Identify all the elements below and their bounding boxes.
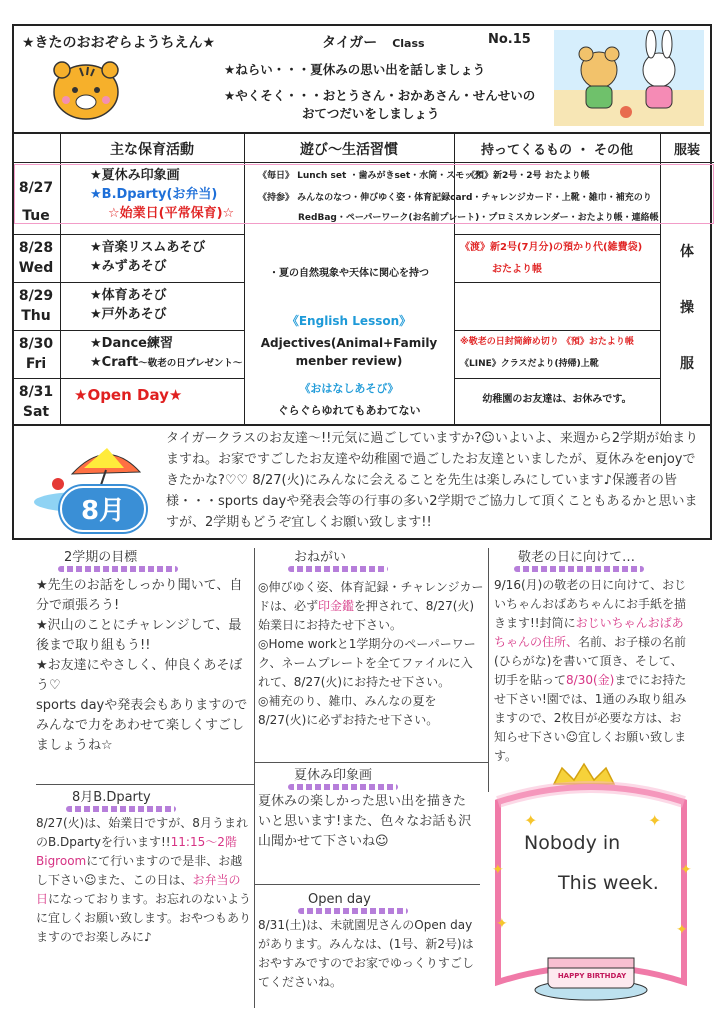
row-divider <box>14 162 714 163</box>
divider <box>254 548 255 1008</box>
goals-section <box>36 548 252 780</box>
bdparty-highlight: お弁当の日 <box>36 873 241 906</box>
activity-item: ★Dance練習 <box>90 336 173 351</box>
bring-row4-line2: 《LINE》クラスだより(持帰)上靴 <box>460 359 599 369</box>
bring-row4-line1 <box>460 334 634 347</box>
respect-highlight: おじいちゃんおばあちゃんの住所、 <box>494 616 684 649</box>
day-activities <box>90 286 167 324</box>
goals-title: 2学期の目標 <box>64 550 138 565</box>
day-date <box>14 238 58 278</box>
weekly-schedule-table <box>12 132 712 426</box>
greeting-text: タイガークラスのお友達～!!元気に過ごしていますか?☺いよいよ、来週から2学期が始まりますね。お家ですごしたお友達や幼稚園で過ごしたお友達といましたが、夏休みをenjoyできたかな?♡♡ 8/27(火)にみんなに会えることを先生は楽しみにしています♪保護者の皆様・・・sports dayや発表会等の行事の多い2学期でご協力して頂くこともあるかと思いますが、2学期もどうぞ宜しくお願い致します!! <box>166 431 699 530</box>
day-activities <box>90 334 242 373</box>
respect-day-body <box>494 576 692 766</box>
day-activities <box>90 238 205 276</box>
promise-line2: おてつだいをしましょう <box>302 106 440 121</box>
respect-highlight-date: 8/30(金) <box>566 673 615 687</box>
clothes-char: 服 <box>680 356 694 372</box>
svg-text:✦: ✦ <box>648 811 662 830</box>
date-text: 8/28 <box>18 240 54 256</box>
svg-text:✦: ✦ <box>496 916 508 932</box>
request-text: を押されて、8/27(火)始業日にお持たせ下さい。 <box>258 599 475 632</box>
activity-item: ★みずあそび <box>90 259 167 274</box>
story-title: 《おはなしあそび》 <box>299 382 399 395</box>
bring-row1: 《預》新2号・2号 おたより帳 <box>466 171 590 181</box>
title-underline <box>298 908 408 914</box>
header <box>12 24 712 132</box>
class-word: Class <box>392 37 425 50</box>
day-date <box>14 382 58 422</box>
class-name-text: タイガー <box>322 35 378 51</box>
bring-row2-line2: おたより帳 <box>492 264 542 275</box>
day-date <box>14 178 58 226</box>
birthday-card <box>484 762 698 1014</box>
activity-item: ～敬老の日プレゼント～ <box>138 358 243 369</box>
respect-day-section <box>494 548 694 788</box>
title-underline <box>288 566 388 572</box>
date-text: 8/29 <box>18 288 54 304</box>
row-divider <box>454 330 660 331</box>
day-activities <box>90 166 234 223</box>
clothes-char: 操 <box>680 300 694 316</box>
dow-text: Tue <box>22 208 50 224</box>
requests-body <box>258 578 484 730</box>
date-text: 8/27 <box>18 180 54 196</box>
activity-item: ★音楽リスムあそび <box>90 240 206 255</box>
bdparty-highlight: 11:15～2階Bigroom <box>36 835 237 868</box>
summer-art-section <box>258 766 480 882</box>
goal-item: ★お友達にやさしく、仲良くあそぼう♡ <box>36 658 243 693</box>
activity-item: ★Open Day★ <box>74 386 183 404</box>
request-item: ◎補充のり、雑巾、みんなの夏を8/27(火)に必ずお持たせ下さい。 <box>258 694 439 727</box>
issue-number: No.15 <box>488 32 531 47</box>
story-value: ぐらぐらゆれてもあわてない <box>277 404 421 417</box>
date-text: 8/30 <box>18 336 54 352</box>
open-day-body: 8/31(土)は、未就園児さんのOpen dayがあります。みんなは、(1号、新2号)はおやすみですのでお家でゆっくりすごしてくださいね。 <box>258 918 474 989</box>
row-divider <box>14 330 244 331</box>
summer-art-body: 夏休みの楽しかった思い出を描きたいと思います!また、色々なお話も沢山聞かせて下さいね☺ <box>258 794 472 849</box>
goals-body <box>36 576 250 756</box>
english-line2: menber review) <box>295 354 403 368</box>
header-clothes: 服装 <box>673 143 700 158</box>
divider <box>254 762 488 763</box>
svg-text:✦: ✦ <box>524 811 538 830</box>
title-underline <box>514 566 644 572</box>
play-nature: ・夏の自然現象や天体に関心を持つ <box>269 268 429 279</box>
english-title: 《English Lesson》 <box>286 314 412 328</box>
requests-title: おねがい <box>294 550 347 565</box>
school-name: ★きたのおおぞらようちえん★ <box>22 35 216 51</box>
day-activities <box>74 386 182 405</box>
title-underline <box>288 784 398 790</box>
daily-items: 《毎日》 Lunch set ・歯みがきset・水筒・スモック <box>258 171 482 181</box>
birthday-line2: This week. <box>558 872 659 894</box>
request-highlight: 印金鑑 <box>318 599 355 613</box>
english-line1: Adjectives(Animal+Family <box>260 336 438 350</box>
title-underline <box>66 806 176 812</box>
bdparty-text: になっております。お忘れのないように宜しくお願い致します。おやつもありますのでお楽しみに♪ <box>36 892 252 944</box>
respect-text: 9/16(月)の敬老の日に向けて、おじいちゃんおばあちゃんにお手紙を描きます!!封筒に <box>494 578 687 630</box>
row-divider <box>14 378 244 379</box>
request-item <box>258 578 484 635</box>
bdparty-title: 8月B.Dparty <box>72 790 151 805</box>
dow-text: Sat <box>22 404 50 420</box>
aim-text: ★ねらい・・・夏休みの思い出を話しましょう <box>224 62 486 77</box>
birthday-line1: Nobody in <box>524 832 621 854</box>
activity-item: ★戸外あそび <box>90 307 167 322</box>
row-divider <box>14 234 244 235</box>
activity-item: ☆始業日(平常保育)☆ <box>108 206 235 221</box>
requests-section <box>258 548 486 760</box>
promise-line1: ★やくそく・・・おとうさん・おかあさん・せんせいの <box>224 88 536 103</box>
bring-row5: 幼稚園のお友達は、お休みです。 <box>482 394 632 405</box>
bring-row4-text: ※敬老の日封筒締め切り 《預》おたより帳 <box>460 337 634 347</box>
header-activities: 主な保育活動 <box>110 142 194 158</box>
date-text: 8/31 <box>18 384 54 400</box>
beach-animals-illustration <box>554 30 704 126</box>
divider <box>488 548 489 792</box>
svg-text:✦: ✦ <box>676 922 688 938</box>
goal-item: ★沢山のことにチャレンジして、最後まで取り組もう!! <box>36 618 242 653</box>
goal-item: sports dayや発表会もありますのでみんなで力をあわせて楽しくすごしましょうね☆ <box>36 698 248 753</box>
bdparty-text: にて行いますので是非、お越し下さい☺ <box>36 854 243 887</box>
row-divider <box>14 282 244 283</box>
open-day-title: Open day <box>308 892 371 907</box>
divider <box>36 784 254 785</box>
divider <box>254 884 480 885</box>
header-bring: 持ってくるもの ・ その他 <box>480 143 634 158</box>
request-text: ◎伸びゆく姿、体育記録・チャレンジカードは、必ず <box>258 580 484 613</box>
tiger-icon <box>50 56 122 122</box>
dow-text: Thu <box>21 308 51 324</box>
spacer <box>244 234 454 235</box>
svg-text:✦: ✦ <box>680 862 692 878</box>
bdparty-text: また、この日は、 <box>96 873 193 887</box>
row-divider <box>454 282 660 283</box>
header-play: 遊び～生活習慣 <box>300 142 398 158</box>
open-day-section <box>258 890 484 1010</box>
clothes-value <box>660 224 714 392</box>
activity-item: ★Craft <box>90 355 139 370</box>
bdparty-section <box>36 788 252 1008</box>
cake-text: HAPPY BIRTHDAY <box>557 972 627 980</box>
dow-text: Fri <box>25 356 47 372</box>
row-divider <box>454 234 660 235</box>
goal-item: ★先生のお話をしっかり聞いて、自分で頑張ろう! <box>36 578 243 613</box>
activity-item: ★夏休み印象画 <box>90 168 180 183</box>
bring-items-2: RedBag・ペーパーワーク(お名前プレート)・プロミスカレンダー・おたより帳・連絡帳 <box>298 213 659 223</box>
respect-day-title: 敬老の日に向けて… <box>518 550 636 565</box>
greeting-section <box>12 426 712 540</box>
summer-art-title: 夏休み印象画 <box>294 768 373 783</box>
dow-text: Wed <box>18 260 54 276</box>
bdparty-text: 8/27(火)は、始業日ですが、8月うまれのB.Dpartyを行います!! <box>36 816 248 849</box>
bring-items: 《持参》 みんなのなつ・伸びゆく姿・体育記録card・チャレンジカード・上靴・雑巾・補充のり <box>258 193 652 203</box>
request-item: ◎Home workと1学期分のペーパーワーク、ネームプレートを全てファイルに入れて、8/27(火)にお持たせ下さい。 <box>258 637 476 689</box>
clothes-char: 体 <box>680 244 694 260</box>
svg-text:✦: ✦ <box>492 862 504 878</box>
respect-text: までにお持たせ下さい!園では、1通のみ取り組みますので、2枚目が必要な方は、お知らせ下さい☺宜しくお願い致します。 <box>494 673 687 763</box>
bdparty-body <box>36 814 252 947</box>
day-date <box>14 286 58 326</box>
title-underline <box>58 566 178 572</box>
bring-row2-line1: 《渡》新2号(7月分)の預かり代(雑費袋) <box>460 242 643 253</box>
activity-item: ★B.Dparty(お弁当) <box>90 187 218 202</box>
class-name <box>322 32 425 52</box>
activity-item: ★体育あそび <box>90 288 167 303</box>
respect-text: 名前、お子様の名前(ひらがな)を書いて頂き、そして、切手を貼って <box>494 635 687 687</box>
month-badge: 8月 <box>60 486 146 532</box>
day-date <box>14 334 58 374</box>
row-divider <box>454 378 660 379</box>
